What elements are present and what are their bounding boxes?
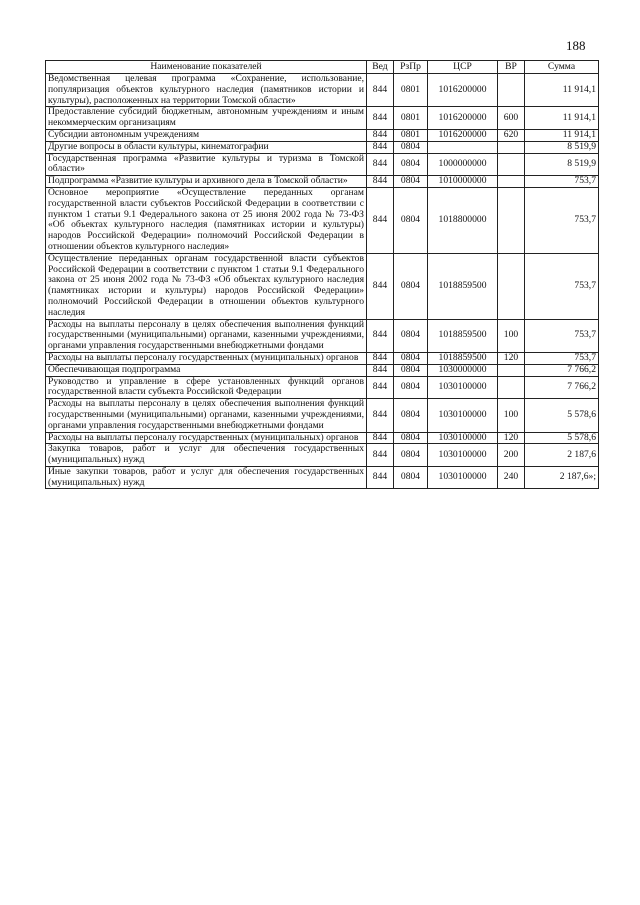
row-sum: 753,7 (525, 187, 599, 253)
row-sum: 8 519,9 (525, 153, 599, 176)
table-row (46, 444, 599, 467)
row-name: Другие вопросы в области культуры, кинематографии (46, 141, 367, 153)
table-row (46, 399, 599, 432)
header-ved: Вед (367, 61, 394, 74)
header-csr: ЦСР (428, 61, 498, 74)
row-rzpr: 0804 (394, 141, 428, 153)
table-row (46, 187, 599, 253)
row-sum: 5 578,6 (525, 399, 599, 432)
row-name: Закупка товаров, работ и услуг для обеспечения государственных (муниципальных) нужд (46, 444, 367, 467)
row-ved: 844 (367, 176, 394, 188)
table-row (46, 432, 599, 444)
row-csr: 1018859500 (428, 319, 498, 352)
row-vr: 120 (498, 352, 525, 364)
row-rzpr: 0804 (394, 253, 428, 319)
row-csr: 1030100000 (428, 466, 498, 489)
table-row (46, 352, 599, 364)
budget-table (45, 60, 599, 489)
row-name: Расходы на выплаты персоналу в целях обеспечения выполнения функций государственными (муниципальными) органами, казенными учреждениями, органами управления государственными внебюджетными фондами (46, 399, 367, 432)
row-name: Основное мероприятие «Осуществление переданных органам государственной власти субъектов Российской Федерации в соответствии с пунктом 1 статьи 9.1 Федерального закона от 25 июня 2002 года № 73-ФЗ «Об объектах культурного наследия (памятниках истории и культуры) народов Российской Федерации» полномочий Российской Федерации в отношении объектов культурного наследия» (46, 187, 367, 253)
header-name: Наименование показателей (46, 61, 367, 74)
row-vr: 120 (498, 432, 525, 444)
row-sum: 11 914,1 (525, 74, 599, 107)
row-csr: 1030100000 (428, 444, 498, 467)
table-row (46, 129, 599, 141)
row-ved: 844 (367, 399, 394, 432)
row-name: Расходы на выплаты персоналу государственных (муниципальных) органов (46, 432, 367, 444)
row-vr: 100 (498, 319, 525, 352)
row-vr: 100 (498, 399, 525, 432)
row-rzpr: 0804 (394, 432, 428, 444)
row-csr: 1000000000 (428, 153, 498, 176)
table-row (46, 153, 599, 176)
row-name: Подпрограмма «Развитие культуры и архивного дела в Томской области» (46, 176, 367, 188)
row-vr (498, 74, 525, 107)
row-sum: 2 187,6»; (525, 466, 599, 489)
row-vr (498, 253, 525, 319)
row-sum: 11 914,1 (525, 129, 599, 141)
header-rzpr: РзПр (394, 61, 428, 74)
row-sum: 7 766,2 (525, 364, 599, 376)
row-ved: 844 (367, 141, 394, 153)
row-csr: 1030100000 (428, 432, 498, 444)
row-csr: 1018859500 (428, 352, 498, 364)
row-name: Расходы на выплаты персоналу государственных (муниципальных) органов (46, 352, 367, 364)
row-rzpr: 0804 (394, 319, 428, 352)
row-rzpr: 0804 (394, 153, 428, 176)
table-row (46, 107, 599, 130)
row-rzpr: 0801 (394, 129, 428, 141)
row-vr (498, 176, 525, 188)
table-row (46, 319, 599, 352)
row-csr: 1018800000 (428, 187, 498, 253)
row-sum: 8 519,9 (525, 141, 599, 153)
row-rzpr: 0804 (394, 364, 428, 376)
row-csr (428, 141, 498, 153)
row-vr (498, 376, 525, 399)
row-ved: 844 (367, 187, 394, 253)
row-name: Руководство и управление в сфере установленных функций органов государственной власти субъекта Российской Федерации (46, 376, 367, 399)
row-name: Обеспечивающая подпрограмма (46, 364, 367, 376)
row-ved: 844 (367, 432, 394, 444)
row-csr: 1016200000 (428, 107, 498, 130)
row-name: Субсидии автономным учреждениям (46, 129, 367, 141)
row-vr (498, 364, 525, 376)
row-vr: 620 (498, 129, 525, 141)
table-row (46, 253, 599, 319)
table-row (46, 376, 599, 399)
row-vr (498, 141, 525, 153)
row-ved: 844 (367, 319, 394, 352)
row-sum: 7 766,2 (525, 376, 599, 399)
row-name: Государственная программа «Развитие культуры и туризма в Томской области» (46, 153, 367, 176)
row-vr (498, 187, 525, 253)
row-rzpr: 0804 (394, 187, 428, 253)
row-vr: 240 (498, 466, 525, 489)
row-csr: 1030100000 (428, 399, 498, 432)
row-sum: 2 187,6 (525, 444, 599, 467)
row-ved: 844 (367, 107, 394, 130)
row-rzpr: 0801 (394, 107, 428, 130)
row-rzpr: 0801 (394, 74, 428, 107)
row-name: Расходы на выплаты персоналу в целях обеспечения выполнения функций государственными (муниципальными) органами, казенными учреждениями, органами управления государственными внебюджетными фондами (46, 319, 367, 352)
row-ved: 844 (367, 364, 394, 376)
table-row (46, 141, 599, 153)
row-csr: 1030000000 (428, 364, 498, 376)
row-name: Предоставление субсидий бюджетным, автономным учреждениям и иным некоммерческим организациям (46, 107, 367, 130)
row-sum: 753,7 (525, 253, 599, 319)
row-rzpr: 0804 (394, 176, 428, 188)
table-row (46, 74, 599, 107)
table-row (46, 466, 599, 489)
row-vr: 200 (498, 444, 525, 467)
row-csr: 1018859500 (428, 253, 498, 319)
row-csr: 1016200000 (428, 129, 498, 141)
row-rzpr: 0804 (394, 399, 428, 432)
row-vr (498, 153, 525, 176)
page-number: 188 (566, 38, 586, 53)
row-ved: 844 (367, 376, 394, 399)
row-ved: 844 (367, 444, 394, 467)
row-ved: 844 (367, 466, 394, 489)
row-sum: 753,7 (525, 176, 599, 188)
row-rzpr: 0804 (394, 466, 428, 489)
row-sum: 11 914,1 (525, 107, 599, 130)
header-sum: Сумма (525, 61, 599, 74)
row-name: Осуществление переданных органам государственной власти субъектов Российской Федерации в соответствии с пунктом 1 статьи 9.1 Федерального закона от 25 июня 2002 года № 73-ФЗ «Об объектах культурного наследия (памятниках истории и культуры) народов Российской Федерации» полномочий Российской Федерации в отношении объектов культурного наследия (46, 253, 367, 319)
row-ved: 844 (367, 74, 394, 107)
row-csr: 1010000000 (428, 176, 498, 188)
row-ved: 844 (367, 352, 394, 364)
row-csr: 1016200000 (428, 74, 498, 107)
row-rzpr: 0804 (394, 444, 428, 467)
row-name: Ведомственная целевая программа «Сохранение, использование, популяризация объектов культурного наследия (памятников истории и культуры), расположенных на территории Томской области» (46, 74, 367, 107)
row-sum: 5 578,6 (525, 432, 599, 444)
table-row (46, 364, 599, 376)
row-csr: 1030100000 (428, 376, 498, 399)
table-row (46, 176, 599, 188)
row-ved: 844 (367, 253, 394, 319)
row-rzpr: 0804 (394, 376, 428, 399)
row-ved: 844 (367, 153, 394, 176)
row-name: Иные закупки товаров, работ и услуг для обеспечения государственных (муниципальных) нужд (46, 466, 367, 489)
table-header-row (46, 61, 599, 74)
row-rzpr: 0804 (394, 352, 428, 364)
row-ved: 844 (367, 129, 394, 141)
row-vr: 600 (498, 107, 525, 130)
row-sum: 753,7 (525, 352, 599, 364)
header-vr: ВР (498, 61, 525, 74)
row-sum: 753,7 (525, 319, 599, 352)
